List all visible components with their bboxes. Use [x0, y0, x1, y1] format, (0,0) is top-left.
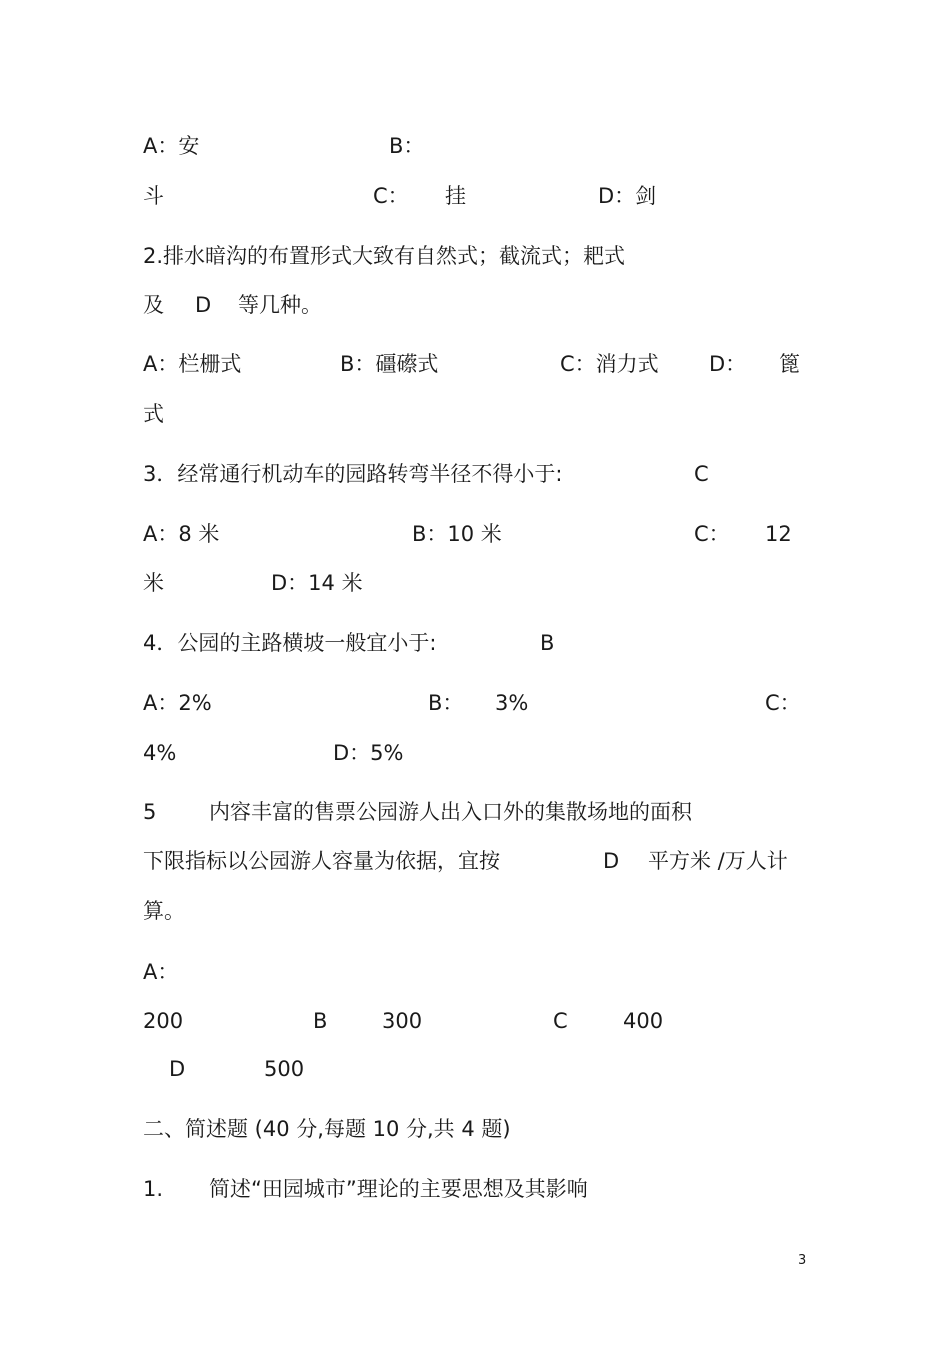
q1-option-b-text: 斗 [143, 184, 164, 208]
q4-option-c-cont: 4% [143, 741, 177, 765]
q5-option-a-text: 200 [143, 1009, 184, 1033]
q4-option-c: C： [765, 691, 801, 715]
q2-line2-prefix: 及 [143, 293, 164, 317]
q5-line1: 内容丰富的售票公园游人出入口外的集散场地的面积 [209, 800, 692, 824]
q4-option-d: D：5% [333, 741, 404, 765]
q1-option-a: A：安 [143, 134, 200, 158]
q2-answer: D [195, 293, 212, 317]
s2-q1-number: 1. [143, 1177, 164, 1201]
q3-option-c-text: 12 [765, 522, 792, 546]
q2-option-d-text: 篦 [779, 352, 800, 376]
q5-number: 5 [143, 800, 157, 824]
q5-option-b: B [313, 1009, 328, 1033]
q5-option-d-text: 500 [264, 1057, 305, 1081]
q5-option-c: C [553, 1009, 568, 1033]
q5-option-a: A： [143, 960, 179, 984]
q5-option-b-text: 300 [382, 1009, 423, 1033]
section-2-title: 二、简述题 (40 分,每题 10 分,共 4 题) [143, 1117, 511, 1141]
q4-option-b-text: 3% [495, 691, 529, 715]
q3-answer: C [694, 462, 709, 486]
q2-option-c: C：消力式 [560, 352, 659, 376]
q5-line2: 下限指标以公园游人容量为依据，宜按 [143, 849, 500, 873]
q1-option-d: D：剑 [598, 184, 657, 208]
q5-option-c-text: 400 [623, 1009, 664, 1033]
q5-line3: 算。 [143, 899, 185, 923]
q4-question: 4．公园的主路横坡一般宜小于: [143, 631, 437, 655]
q5-line2-suffix: 平方米 /万人计 [648, 849, 788, 873]
q3-option-c: C： [694, 522, 730, 546]
q3-option-a: A：8 米 [143, 522, 220, 546]
q2-option-d-cont: 式 [143, 402, 164, 426]
q2-option-d: D： [709, 352, 747, 376]
q2-option-b: B：礓礤式 [340, 352, 439, 376]
page-number: 3 [798, 1253, 807, 1268]
q4-option-a: A：2% [143, 691, 212, 715]
q5-option-d: D [169, 1057, 186, 1081]
q5-answer: D [603, 849, 620, 873]
q3-option-d: D：14 米 [271, 571, 363, 595]
q4-answer: B [540, 631, 555, 655]
s2-q1-text: 简述“田园城市”理论的主要思想及其影响 [209, 1177, 588, 1201]
q2-line2-suffix: 等几种。 [238, 293, 322, 317]
q3-option-b: B：10 米 [412, 522, 502, 546]
q1-option-b: B： [389, 134, 425, 158]
q2-option-a: A：栏栅式 [143, 352, 242, 376]
q3-question: 3．经常通行机动车的园路转弯半径不得小于: [143, 462, 563, 486]
q1-option-c-text: 挂 [445, 184, 466, 208]
q1-option-c: C： [373, 184, 409, 208]
q4-option-b: B： [428, 691, 464, 715]
q2-line1: 2.排水暗沟的布置形式大致有自然式；截流式；耙式 [143, 244, 626, 268]
q3-option-c-cont: 米 [143, 571, 164, 595]
